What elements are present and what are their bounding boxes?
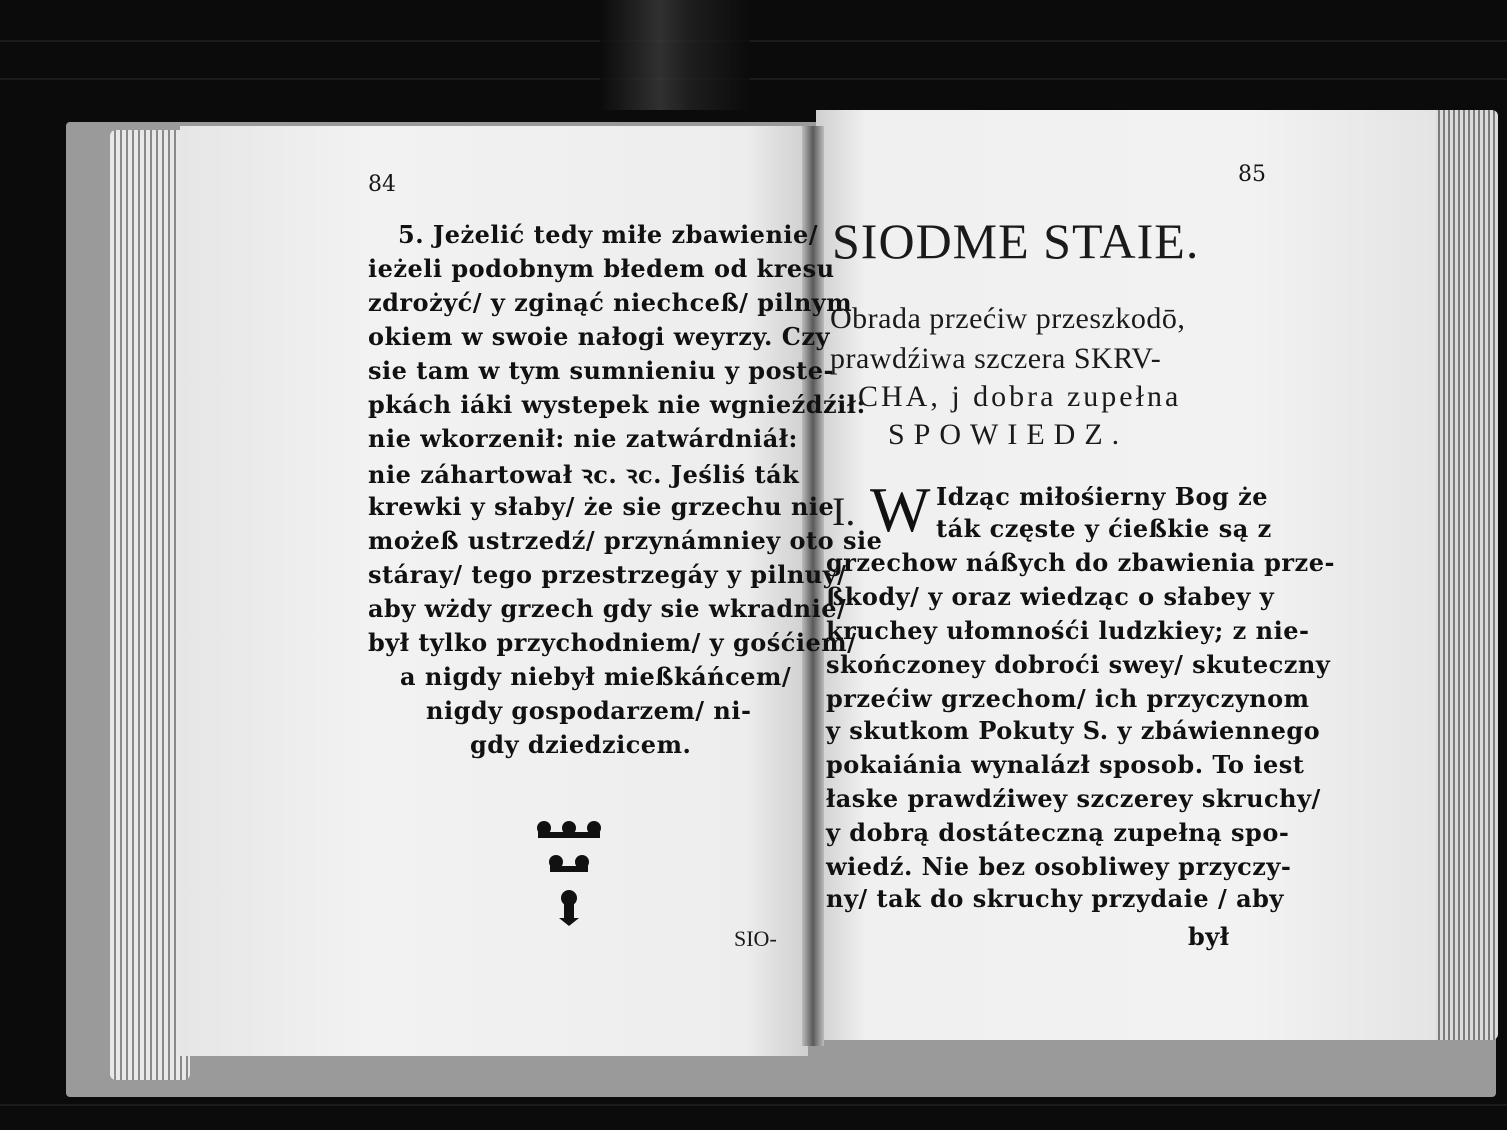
chapter-title: SIODME STAIE. (832, 213, 1200, 269)
left-text-line: a nigdy niebył mießkáńcem/ (400, 662, 792, 691)
right-text-line: kruchey ułomnośći ludzkiey; z nie- (826, 616, 1310, 645)
left-text-line: nigdy gospodarzem/ ni- (426, 696, 752, 725)
left-text-line: krewki y słaby/ że sie grzechu nie (368, 492, 835, 521)
left-text-line: możeß ustrzedź/ przynámniey oto sie (368, 526, 883, 555)
right-text-line: grzechow náßych do zbawienia prze- (826, 548, 1335, 577)
left-text-line: sie tam w tym sumnieniu y poste- (368, 356, 834, 385)
page-edges-left (110, 130, 190, 1080)
left-text-line: aby wżdy grzech gdy sie wkradnie/ (368, 594, 847, 623)
page-number-right: 85 (1238, 162, 1266, 187)
subtitle-line: SPOWIEDZ. (888, 418, 1129, 451)
left-text-line: stáray/ tego przestrzegáy y pilnuy/ (368, 560, 847, 589)
left-text-line: ieżeli podobnym błedem od kresu (368, 254, 835, 283)
section-number: I. (832, 489, 856, 534)
page-number-left: 84 (368, 172, 396, 197)
right-text-line: wiedź. Nie bez osobliwey przyczy- (826, 852, 1292, 881)
scan-artifact (600, 0, 750, 110)
right-text-line: ny/ tak do skruchy przydaie / aby (826, 884, 1284, 913)
drop-initial: W (870, 474, 931, 545)
catchword-left: SIO- (734, 926, 777, 951)
right-text-line: łaske prawdźiwey szczerey skruchy/ (826, 784, 1321, 813)
scan-streak (0, 78, 1507, 80)
right-text-line: y skutkom Pokuty S. y zbáwiennego (826, 716, 1321, 745)
left-text-line: pkách iáki wystepek nie wgnieźdźił: (368, 390, 866, 419)
right-text-line: y dobrą dostáteczną zupełną spo- (826, 818, 1290, 847)
page-edges-right (1430, 110, 1498, 1040)
scan-streak (0, 40, 1507, 42)
left-text-line: zdrożyć/ y zginąć niechceß/ pilnym (368, 288, 853, 317)
ornament-tailpiece-icon (534, 818, 604, 928)
left-text-line: gdy dziedzicem. (470, 730, 692, 759)
subtitle-line: CHA, j dobra zupełna (858, 380, 1182, 413)
left-text-line: 5. Jeżelić tedy miłe zbawienie/ (398, 220, 819, 249)
right-text-line: skończoney dobroći swey/ skuteczny (826, 650, 1331, 679)
scan-streak (0, 1104, 1507, 1106)
subtitle-line: prawdźiwa szczera SKRV- (830, 342, 1162, 375)
catchword-right: był (1188, 922, 1230, 951)
left-text-line: nie záhartował ꝛc. ꝛc. Jeśliś ták (368, 460, 800, 489)
left-text-line: okiem w swoie nałogi weyrzy. Czy (368, 322, 830, 351)
right-text-line: ßkody/ y oraz wiedząc o słabey y (826, 582, 1275, 611)
right-text-line: Idząc miłośierny Bog że (936, 482, 1269, 511)
subtitle-line: Obrada przećiw przeszkodō, (830, 302, 1186, 335)
right-text-line: pokaiánia wynalázł sposob. To iest (826, 750, 1305, 779)
left-text-line: był tylko przychodniem/ y gośćiem/ (368, 628, 857, 657)
right-text-line: przećiw grzechom/ ich przyczynom (826, 684, 1310, 713)
left-text-line: nie wkorzenił: nie zatwárdniáł: (368, 424, 798, 453)
right-text-line: ták częste y ćießkie są z (936, 514, 1272, 543)
